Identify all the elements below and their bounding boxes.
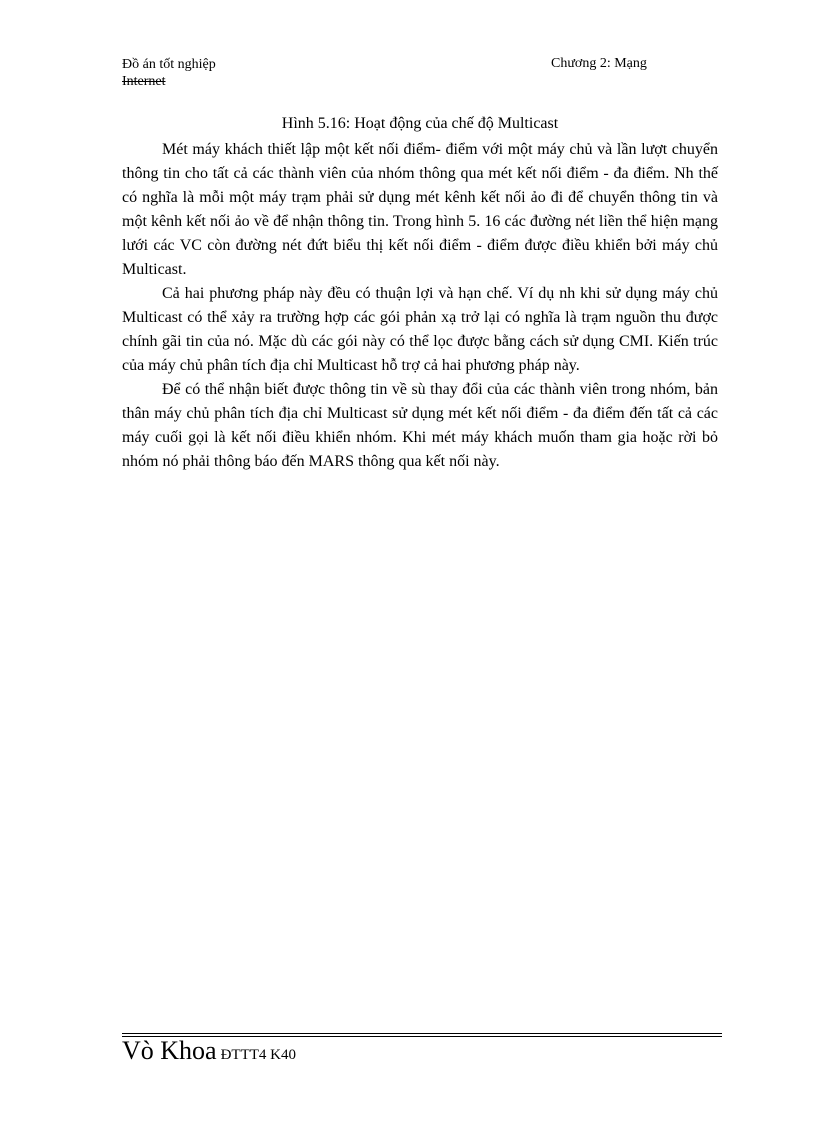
- document-body: [122, 112, 718, 474]
- figure-caption: Hình 5.16: Hoạt động của chế độ Multicast: [281, 115, 559, 132]
- footer-author: Vò Khoa: [122, 1036, 217, 1065]
- paragraph-3: Để có thể nhận biết được thông tin về sù thay đổi của các thành viên trong nhóm, bản thân máy chủ phân tích địa chỉ Multicast sử dụng mét kết nối điểm - đa điểm đến tất cả các máy cuối gọi là kết nối điều khiển nhóm. Khi mét máy khách muốn tham gia hoặc rời bỏ nhóm nó phải thông báo đến MARS thông qua kết nối này.: [122, 381, 718, 470]
- footer: [122, 1036, 296, 1066]
- header-left-subtitle: Internet: [122, 74, 166, 89]
- header-left-title: Đồ án tốt nghiệp: [122, 57, 216, 72]
- footer-rule-top: [122, 1033, 722, 1034]
- paragraph-2: Cả hai phương pháp này đều có thuận lợi và hạn chế. Ví dụ nh khi sử dụng máy chủ Multicast có thể xảy ra trường hợp các gói phản xạ trở lại có nghĩa là trạm nguồn thu được chính gãi tin của nó. Mặc dù các gói này có thể lọc được bằng cách sử dụng CMI. Kiến trúc của máy chủ phân tích địa chỉ Multicast hỗ trợ cả hai phương pháp này.: [122, 285, 718, 374]
- header-left: [122, 56, 216, 90]
- paragraph-1: Mét máy khách thiết lập một kết nối điểm- điểm với một máy chủ và lần lượt chuyển thông tin cho tất cả các thành viên của nhóm thông qua mét kết nối điểm - đa điểm. Nh thế có nghĩa là mỗi một máy trạm phải sử dụng mét kênh kết nối ảo đi để chuyển thông tin và một kênh kết nối ảo về để nhận thông tin. Trong hình 5. 16 các đường nét liền thể hiện mạng lưới các VC còn đường nét đứt biểu thị kết nối điểm - điểm được điều khiển bởi máy chủ Multicast.: [122, 141, 718, 278]
- header-right: Chương 2: Mạng: [551, 56, 647, 71]
- footer-class: ĐTTT4 K40: [220, 1047, 296, 1063]
